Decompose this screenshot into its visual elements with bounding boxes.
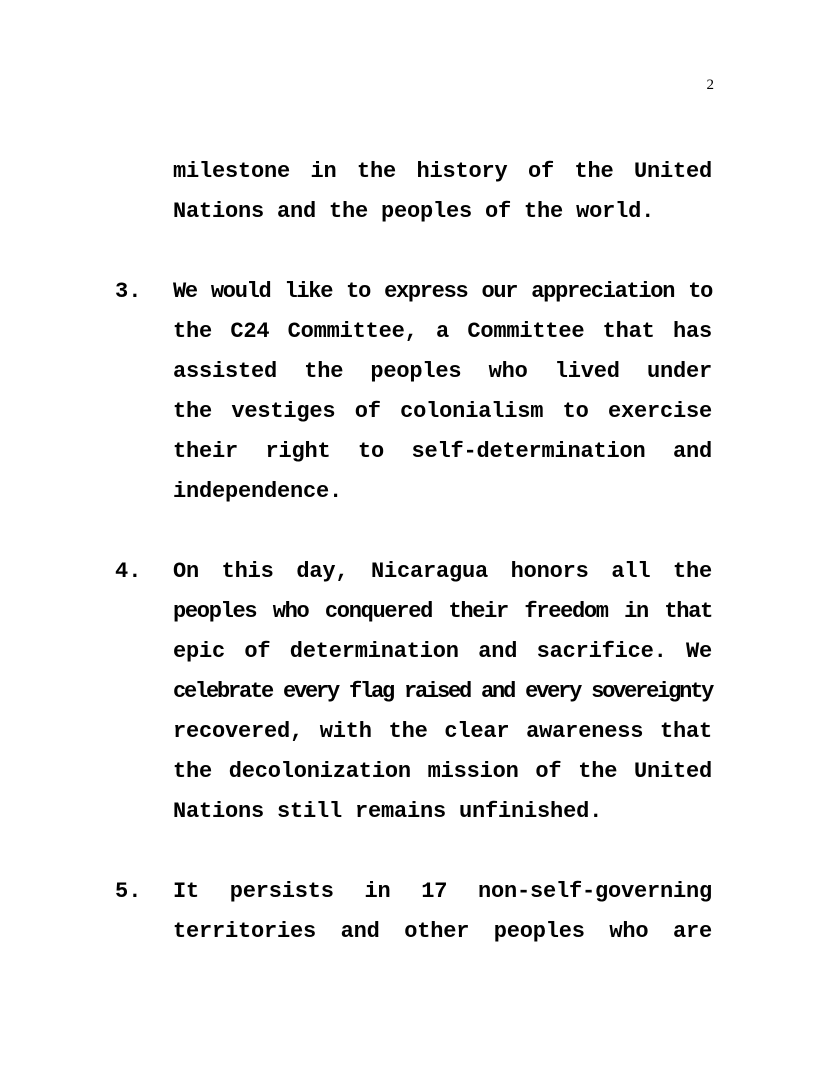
paragraph-number: 5. <box>115 879 142 904</box>
text-line: celebrate every flag raised and every sovereignty <box>173 679 713 704</box>
paragraph-text <box>173 272 712 512</box>
paragraph-continuation <box>0 152 825 232</box>
paragraph-text <box>173 552 712 832</box>
paragraph-text <box>173 152 712 232</box>
text-line: milestone in the history of the United <box>173 159 712 184</box>
text-line: assisted the peoples who lived under <box>173 359 712 384</box>
text-line: independence. <box>173 479 343 504</box>
text-line: Nations still remains unfinished. <box>173 799 603 824</box>
text-line: their right to self-determination and <box>173 439 712 464</box>
document-body <box>0 152 825 992</box>
text-line: epic of determination and sacrifice. We <box>173 639 712 664</box>
text-line: It persists in 17 non-self-governing <box>173 879 712 904</box>
text-line: We would like to express our appreciation to <box>173 279 712 304</box>
paragraph-number: 3. <box>115 279 142 304</box>
text-line: recovered, with the clear awareness that <box>173 719 712 744</box>
text-line: the vestiges of colonialism to exercise <box>173 399 712 424</box>
page-number: 2 <box>706 77 714 93</box>
paragraph-text <box>173 872 712 952</box>
text-line: Nations and the peoples of the world. <box>173 199 655 224</box>
text-line: peoples who conquered their freedom in that <box>173 599 712 624</box>
text-line: territories and other peoples who are <box>173 919 712 944</box>
text-line: the C24 Committee, a Committee that has <box>173 319 712 344</box>
text-line: the decolonization mission of the United <box>173 759 712 784</box>
paragraph-4 <box>0 552 825 832</box>
paragraph-number: 4. <box>115 559 142 584</box>
paragraph-3 <box>0 272 825 512</box>
text-line: On this day, Nicaragua honors all the <box>173 559 712 584</box>
paragraph-5 <box>0 872 825 952</box>
